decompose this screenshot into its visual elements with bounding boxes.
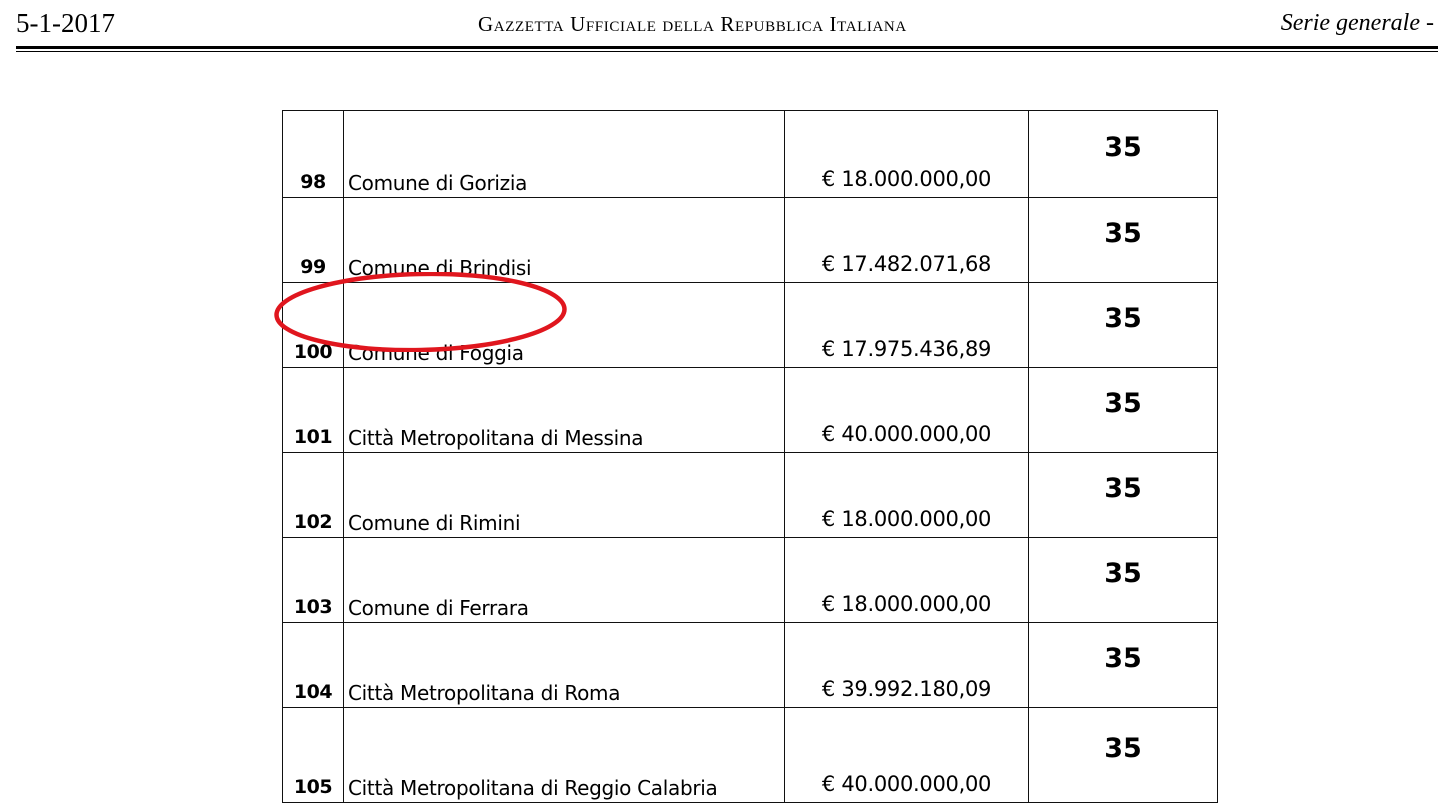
score: 35: [1029, 708, 1218, 803]
score: 35: [1029, 283, 1218, 368]
series-label: Serie generale -: [1280, 10, 1434, 36]
amount: € 40.000.000,00: [785, 708, 1029, 803]
table-row: [283, 198, 1218, 283]
table-row: [283, 538, 1218, 623]
table-row: [283, 708, 1218, 803]
amount: € 40.000.000,00: [785, 368, 1029, 453]
entity-name: Comune di Foggia: [344, 283, 785, 368]
entity-name: Città Metropolitana di Messina: [344, 368, 785, 453]
row-number: 98: [283, 111, 344, 198]
row-number: 104: [283, 623, 344, 708]
amount: € 17.482.071,68: [785, 198, 1029, 283]
entity-name: Comune di Rimini: [344, 453, 785, 538]
entity-name: Comune di Brindisi: [344, 198, 785, 283]
amount: € 17.975.436,89: [785, 283, 1029, 368]
entity-name: Città Metropolitana di Roma: [344, 623, 785, 708]
header-rule-thin: [16, 51, 1438, 52]
score: 35: [1029, 198, 1218, 283]
score: 35: [1029, 453, 1218, 538]
row-number: 103: [283, 538, 344, 623]
table-row: [283, 453, 1218, 538]
funding-table: [282, 110, 1218, 803]
score: 35: [1029, 111, 1218, 198]
row-number: 102: [283, 453, 344, 538]
row-number: 101: [283, 368, 344, 453]
entity-name: Città Metropolitana di Reggio Calabria: [344, 708, 785, 803]
amount: € 18.000.000,00: [785, 538, 1029, 623]
issue-date: 5-1-2017: [16, 8, 115, 38]
entity-name: Comune di Gorizia: [344, 111, 785, 198]
row-number: 99: [283, 198, 344, 283]
table-row: [283, 623, 1218, 708]
row-number: 100: [283, 283, 344, 368]
table-row: [283, 368, 1218, 453]
amount: € 18.000.000,00: [785, 453, 1029, 538]
row-number: 105: [283, 708, 344, 803]
table-row: [283, 111, 1218, 198]
table-row: [283, 283, 1218, 368]
score: 35: [1029, 538, 1218, 623]
score: 35: [1029, 368, 1218, 453]
publication-title: Gazzetta Ufficiale della Repubblica Italiana: [478, 12, 907, 36]
amount: € 39.992.180,09: [785, 623, 1029, 708]
header-rule-thick: [16, 46, 1438, 49]
score: 35: [1029, 623, 1218, 708]
amount: € 18.000.000,00: [785, 111, 1029, 198]
entity-name: Comune di Ferrara: [344, 538, 785, 623]
